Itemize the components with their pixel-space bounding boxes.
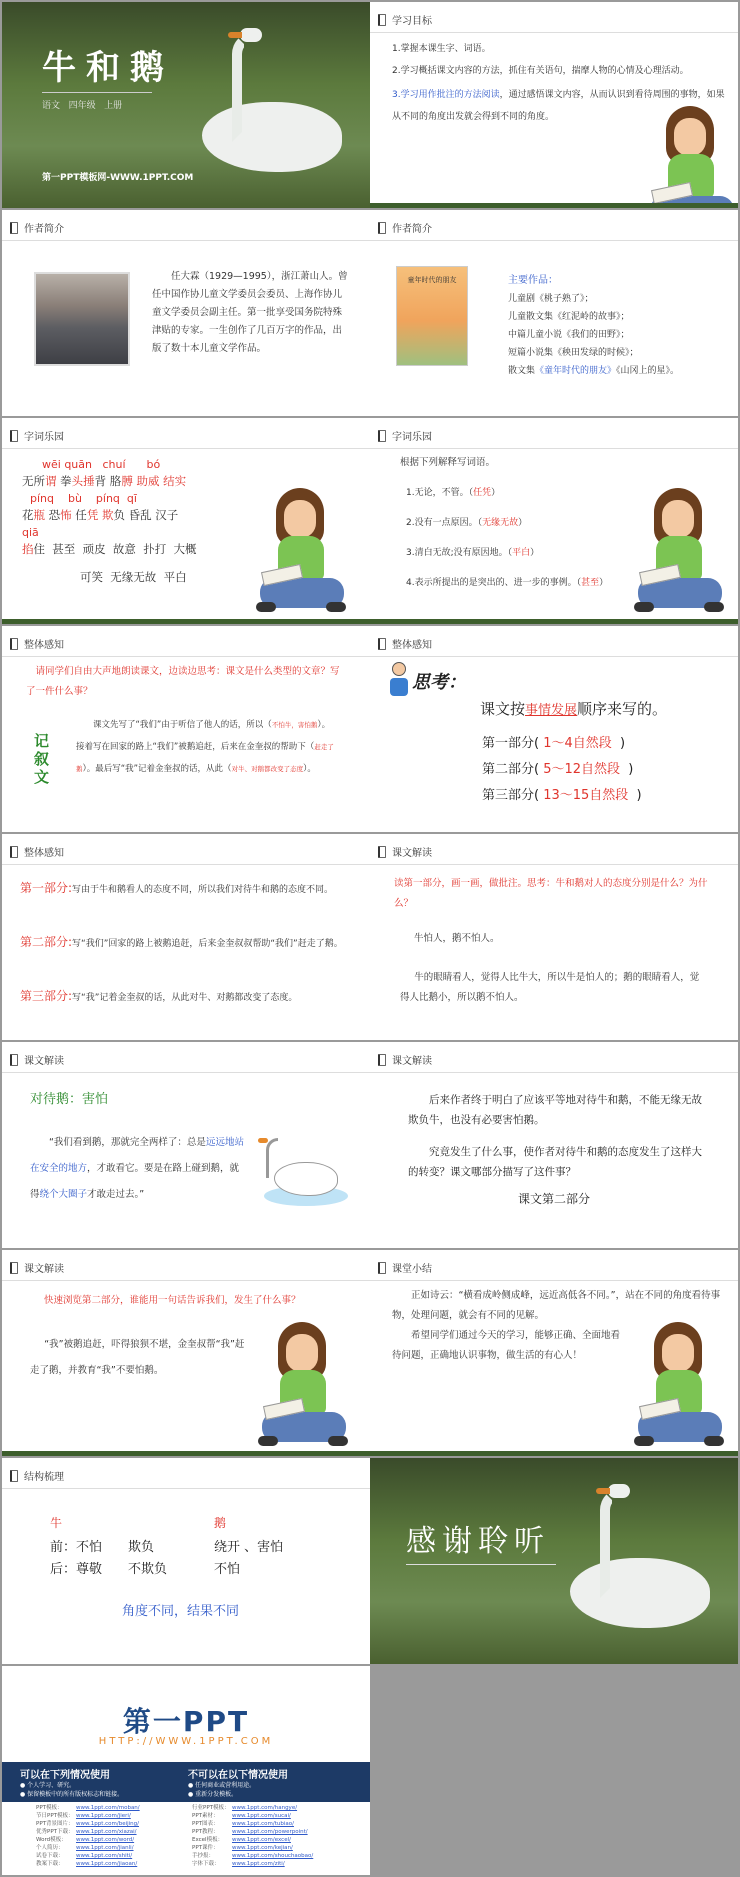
link-url[interactable]: www.1ppt.com/jianli/ [76, 1845, 134, 1851]
goal-2: 2.学习概括课文内容的方法，抓住有关语句，揣摩人物的心情及心理活动。 [392, 66, 689, 76]
slide-overview-3 [2, 834, 370, 1040]
link-url[interactable]: www.1ppt.com/jieri/ [76, 1813, 131, 1819]
header-title: 学习目标 [392, 16, 432, 27]
part-1: 第一部分( 1～4自然段 ) [482, 736, 626, 751]
link-label: 个人简历： [36, 1845, 64, 1851]
girl-reading-image [258, 1322, 350, 1452]
thinking-figure-icon [390, 662, 408, 702]
slide-reading-3 [370, 1042, 738, 1248]
cannot-use-1: ● 任何商业或营利用途。 [188, 1782, 256, 1789]
summary-2: 希望同学们通过今天的学习，能够正确、全面地看待问题，正确地认识事物，做生活的有心人！ [392, 1330, 621, 1361]
link-row [192, 1820, 313, 1828]
link-url[interactable]: www.1ppt.com/kejian/ [232, 1845, 293, 1851]
swan-neck [600, 1488, 622, 1598]
pinyin-row-3: qiā [22, 526, 39, 539]
header-line [2, 864, 370, 865]
swan-head [608, 1484, 630, 1498]
girl-reading-image [646, 106, 738, 208]
work-5-b: 《童年时代的朋友》 [535, 366, 617, 376]
link-url[interactable]: www.1ppt.com/sucai/ [232, 1813, 291, 1819]
work-1: 儿童剧《桃子熟了》； [508, 294, 594, 304]
slide-header [10, 636, 64, 651]
link-row [36, 1812, 140, 1820]
slide-vocab-quiz [370, 418, 738, 624]
slide-vocab [2, 418, 370, 624]
link-label: PPT模板： [36, 1805, 63, 1811]
slide-header [378, 844, 432, 859]
quiz-2: 2.没有一点原因。（无缘无故） [406, 518, 528, 528]
row-after-b: 不欺负 [128, 1562, 168, 1577]
row-before-a: 前：不怕 [50, 1540, 103, 1555]
link-url[interactable]: www.1ppt.com/powerpoint/ [232, 1829, 308, 1835]
header-line [2, 1072, 370, 1073]
header-title: 作者简介 [24, 224, 64, 235]
swan-head [240, 28, 262, 42]
slide-header [10, 220, 64, 235]
header-title: 课文解读 [392, 848, 432, 859]
row-after-c: 不怕 [214, 1562, 241, 1577]
cover-site: 第一PPT模板网-WWW.1PPT.COM [42, 173, 194, 183]
slide-header [10, 1260, 64, 1275]
goal-1: 1.掌握本课生字、词语。 [392, 44, 491, 54]
think-label: 思考： [412, 672, 466, 693]
link-url[interactable]: www.1ppt.com/word/ [76, 1837, 135, 1843]
section-2: 第二部分:写“我们”回家的路上被鹅追赶，后来金奎叔叔帮助“我们”赶走了鹅。 [20, 935, 343, 949]
slide-overview-1 [2, 626, 370, 832]
slide-header [378, 1052, 432, 1067]
brand-url: HTTP://WWW.1PPT.COM [98, 1736, 274, 1747]
work-3: 中篇儿童小说《我们的田野》； [508, 330, 630, 340]
slide-header [378, 220, 432, 235]
bookmark-icon [378, 14, 386, 26]
header-title: 整体感知 [24, 640, 64, 651]
usage-banner [2, 1762, 370, 1802]
bottom-bar [370, 619, 738, 624]
header-title: 字词乐园 [392, 432, 432, 443]
bottom-bar [2, 619, 370, 624]
link-row [192, 1828, 313, 1836]
quiz-1: 1.无论，不管。（任凭） [406, 488, 501, 498]
overview-summary: 课文先写了“我们”由于听信了他人的话，所以（不怕牛，害怕鹅）。接着写在回家的路上“我们”被鹅追赶，后来在金奎叔的帮助下（赶走了鹅）。最后写“我”记着金奎叔的话，从此（对牛、对鹅都改变了态度）。 [76, 720, 334, 774]
skim-answer: “我”被鹅追赶，吓得狼狈不堪，金奎叔帮“我”赶走了鹅，并教育“我”不要怕鹅。 [30, 1339, 245, 1376]
book-cover [396, 266, 468, 366]
link-row [192, 1804, 313, 1812]
bookmark-icon [378, 222, 386, 234]
bookmark-icon [10, 222, 18, 234]
link-label: PPT素材： [192, 1813, 219, 1819]
transition-1: 后来作者终于明白了应该平等地对待牛和鹅，不能无缘无故欺负牛，也没有必要害怕鹅。 [408, 1094, 702, 1126]
can-use-1: ● 个人学习、研究。 [20, 1782, 76, 1789]
link-row [192, 1860, 313, 1868]
slide-header [378, 12, 432, 27]
attitude-title: 对待鹅：害怕 [30, 1092, 109, 1107]
cannot-use-title: 不可以在以下情况使用 [188, 1770, 288, 1781]
girl-reading-image [634, 488, 726, 618]
girl-reading-image [256, 488, 348, 618]
bottom-bar [370, 203, 738, 208]
link-row [36, 1844, 140, 1852]
link-url[interactable]: www.1ppt.com/beijing/ [76, 1821, 140, 1827]
header-title: 课文解读 [24, 1264, 64, 1275]
header-title: 整体感知 [392, 640, 432, 651]
link-label: 优秀PPT下载： [36, 1829, 74, 1835]
works-title: 主要作品： [508, 275, 558, 286]
can-use-title: 可以在下列情况使用 [20, 1770, 110, 1781]
author-bio: 任大霖（1929—1995），浙江萧山人。曾任中国作协儿童文学委员会委员、上海作协儿童文学委员会副主任。第一批享受国务院特殊津贴的专家。一生创作了几百万字的作品，出版了数十本儿童文学作品。 [152, 271, 348, 354]
work-4: 短篇小说集《秧田发绿的时候》； [508, 348, 639, 358]
slide-header [10, 1052, 64, 1067]
section-1: 第一部分:写由于牛和鹅看人的态度不同，所以我们对待牛和鹅的态度不同。 [20, 881, 334, 895]
bookmark-icon [378, 638, 386, 650]
link-label: 手抄报： [192, 1853, 215, 1859]
link-url[interactable]: www.1ppt.com/hangye/ [232, 1805, 298, 1811]
skim-question: 快速浏览第二部分，谁能用一句话告诉我们，发生了什么事？ [44, 1295, 301, 1306]
slide-header [10, 428, 64, 443]
work-5 [508, 362, 679, 380]
header-title: 课堂小结 [392, 1264, 432, 1275]
swan-beak [228, 32, 242, 38]
swan-beak [596, 1488, 610, 1494]
bookmark-icon [378, 846, 386, 858]
link-row [36, 1804, 140, 1812]
work-2: 儿童散文集《红泥岭的故事》； [508, 312, 630, 322]
swan-body [202, 102, 342, 172]
slide-cover [2, 2, 370, 208]
link-label: 教案下载： [36, 1861, 64, 1867]
link-label: 行业PPT模板： [192, 1805, 230, 1811]
pinyin-row-1: wēi quān chuí bó [42, 458, 161, 471]
bookmark-icon [10, 1262, 18, 1274]
bookmark-icon [378, 1262, 386, 1274]
header-line [370, 864, 738, 865]
header-line [2, 656, 370, 657]
slide-header [378, 1260, 432, 1275]
link-row [192, 1852, 313, 1860]
link-url[interactable]: www.1ppt.com/moban/ [76, 1805, 140, 1811]
bottom-bar [2, 1451, 370, 1456]
link-url[interactable]: www.1ppt.com/shouchaobao/ [232, 1853, 314, 1859]
section-3: 第三部分:写“我”记着金奎叔的话，从此对牛、对鹅都改变了态度。 [20, 989, 298, 1003]
bookmark-icon [10, 846, 18, 858]
link-row [192, 1812, 313, 1820]
slide-reading-4 [2, 1250, 370, 1456]
transition-answer: 课文第二部分 [517, 1192, 590, 1206]
quote-text: “我们看到鹅，那就完全两样了：总是远远地站在安全的地方，才敢看它。要是在路上碰到鹅，就得绕个大圈子才敢走过去。” [30, 1137, 244, 1200]
header-title: 整体感知 [24, 848, 64, 859]
slide-overview-2 [370, 626, 738, 832]
swan-neck [232, 32, 254, 142]
link-row [36, 1852, 140, 1860]
slide-goals [370, 2, 738, 208]
quiz-intro: 根据下列解释写词语。 [400, 457, 496, 468]
reading-answer-1: 牛怕人，鹅不怕人。 [414, 933, 500, 944]
slide-summary [370, 1250, 738, 1456]
header-line [370, 1072, 738, 1073]
bookmark-icon [10, 1470, 18, 1482]
link-label: PPT课件： [192, 1845, 219, 1851]
slide-header [378, 428, 432, 443]
cannot-use-2: ● 重新分发模板。 [188, 1791, 238, 1798]
header-line [2, 448, 370, 449]
slide-header [10, 1468, 64, 1483]
links-left [36, 1804, 140, 1868]
bookmark-icon [378, 1054, 386, 1066]
swan-photo [370, 1458, 738, 1664]
genre-label: 记叙文 [34, 732, 50, 786]
bookmark-icon [378, 430, 386, 442]
can-use-2: ● 保留模板中的所有版权标志和链接。 [20, 1791, 124, 1798]
brand-logo: 第一PPT [122, 1705, 250, 1738]
bookmark-icon [10, 430, 18, 442]
thanks-title: 感谢聆听 [406, 1524, 550, 1559]
bottom-bar [370, 1451, 738, 1456]
structure-summary: 角度不同，结果不同 [122, 1604, 240, 1619]
goal-3-a: 3.学习 [392, 90, 419, 100]
link-label: Word模板： [36, 1837, 67, 1843]
link-row [36, 1836, 140, 1844]
pinyin-row-2: pínq bù pínq qī [30, 492, 137, 505]
slide-thanks [370, 1458, 738, 1664]
link-row [192, 1844, 313, 1852]
link-label: PPT背景图片： [36, 1821, 74, 1827]
reading-question: 读第一部分，画一画，做批注。思考：牛和鹅对人的态度分别是什么？为什么？ [394, 878, 708, 909]
row-before-b: 欺负 [128, 1540, 155, 1555]
link-url[interactable]: www.1ppt.com/xiazai/ [76, 1829, 137, 1835]
link-label: 节日PPT模板： [36, 1813, 74, 1819]
slide-structure [2, 1458, 370, 1664]
link-label: 字体下载： [192, 1861, 220, 1867]
vocab-row-1: 无所谓 拳头捶背 胳膊 助威 结实 [22, 474, 187, 488]
work-5-a: 散文集 [508, 366, 536, 376]
goal-3-c: ，通过感悟课文内容，从而认识到看待周围的事物，如果从不同的角度出发就会得到不同的角度。 [392, 90, 725, 122]
link-label: PPT图表： [192, 1821, 219, 1827]
swan-illustration [254, 1134, 354, 1214]
cover-divider [42, 92, 152, 93]
link-url[interactable]: www.1ppt.com/excel/ [232, 1837, 291, 1843]
author-photo [34, 272, 130, 366]
overview-question: 请同学们自由大声地朗读课文，边读边思考：课文是什么类型的文章？写了一件什么事？ [26, 666, 340, 697]
quiz-4: 4.表示所提出的是突出的、进一步的事例。（甚至） [406, 578, 609, 588]
link-url[interactable]: www.1ppt.com/tubiao/ [232, 1821, 294, 1827]
vocab-row-2: 花瓶 恐怖 任凭 欺负 昏乱 汉子 [22, 508, 179, 522]
header-line [2, 1280, 370, 1281]
header-line [2, 1488, 370, 1489]
header-line [370, 240, 738, 241]
book-cover-title: 童年时代的朋友 [407, 276, 457, 284]
quiz-3: 3.清白无故;没有原因地。（平白） [406, 548, 540, 558]
row-after-a: 后：尊敬 [50, 1562, 103, 1577]
link-url[interactable]: www.1ppt.com/shiti/ [76, 1853, 133, 1859]
header-title: 作者简介 [392, 224, 432, 235]
slide-works [370, 210, 738, 416]
goal-3-b: 用作批注的方法阅读 [418, 90, 500, 100]
part-3: 第三部分( 13～15自然段 ) [482, 788, 642, 803]
bookmark-icon [10, 1054, 18, 1066]
header-title: 结构梳理 [24, 1472, 64, 1483]
slide-reading-2 [2, 1042, 370, 1248]
bookmark-icon [10, 638, 18, 650]
header-line [2, 240, 370, 241]
header-line [370, 656, 738, 657]
link-label: PPT教程： [192, 1829, 219, 1835]
link-label: Excel模板： [192, 1837, 224, 1843]
label-goose: 鹅 [214, 1516, 227, 1530]
girl-reading-image [634, 1322, 726, 1452]
link-row [36, 1860, 140, 1868]
part-2: 第二部分( 5～12自然段 ) [482, 762, 634, 777]
reading-answer-2: 牛的眼睛看人，觉得人比牛大，所以牛是怕人的；鹅的眼睛看人，觉得人比鹅小，所以鹅不怕人。 [400, 972, 700, 1003]
row-before-c: 绕开 、害怕 [214, 1540, 284, 1555]
cover-title: 牛和鹅 [42, 48, 174, 88]
header-line [370, 1280, 738, 1281]
summary-1: 正如诗云：“横看成岭侧成峰，远近高低各不同。”，站在不同的角度看待事物，处理问题，就会有不同的见解。 [392, 1290, 721, 1321]
link-row [36, 1828, 140, 1836]
link-url[interactable]: www.1ppt.com/ziti/ [232, 1861, 285, 1867]
slide-copyright [2, 1666, 370, 1875]
header-title: 字词乐园 [24, 432, 64, 443]
transition-2: 究竟发生了什么事，使作者对待牛和鹅的态度发生了这样大的转变？课文哪部分描写了这件事？ [408, 1146, 702, 1178]
header-title: 课文解读 [24, 1056, 64, 1067]
slide-author [2, 210, 370, 416]
thanks-divider [406, 1564, 556, 1565]
header-title: 课文解读 [392, 1056, 432, 1067]
link-row [36, 1820, 140, 1828]
swan-body [570, 1558, 710, 1628]
slide-reading-1 [370, 834, 738, 1040]
links-right [192, 1804, 313, 1868]
work-5-c: 《山冈上的星》。 [616, 366, 680, 376]
cover-subtitle: 语文 四年级 上册 [42, 101, 123, 111]
link-label: 试卷下载： [36, 1853, 64, 1859]
vocab-row-4: 可笑 无缘无故 平白 [80, 570, 187, 584]
slide-header [378, 636, 432, 651]
slide-header [10, 844, 64, 859]
link-url[interactable]: www.1ppt.com/jiaoan/ [76, 1861, 138, 1867]
header-line [370, 32, 738, 33]
order-line: 课文按事情发展顺序来写的。 [480, 700, 668, 718]
link-row [192, 1836, 313, 1844]
label-cow: 牛 [50, 1516, 63, 1530]
vocab-row-3: 掐住 甚至 顽皮 故意 扑打 大概 [22, 542, 197, 556]
header-line [370, 448, 738, 449]
